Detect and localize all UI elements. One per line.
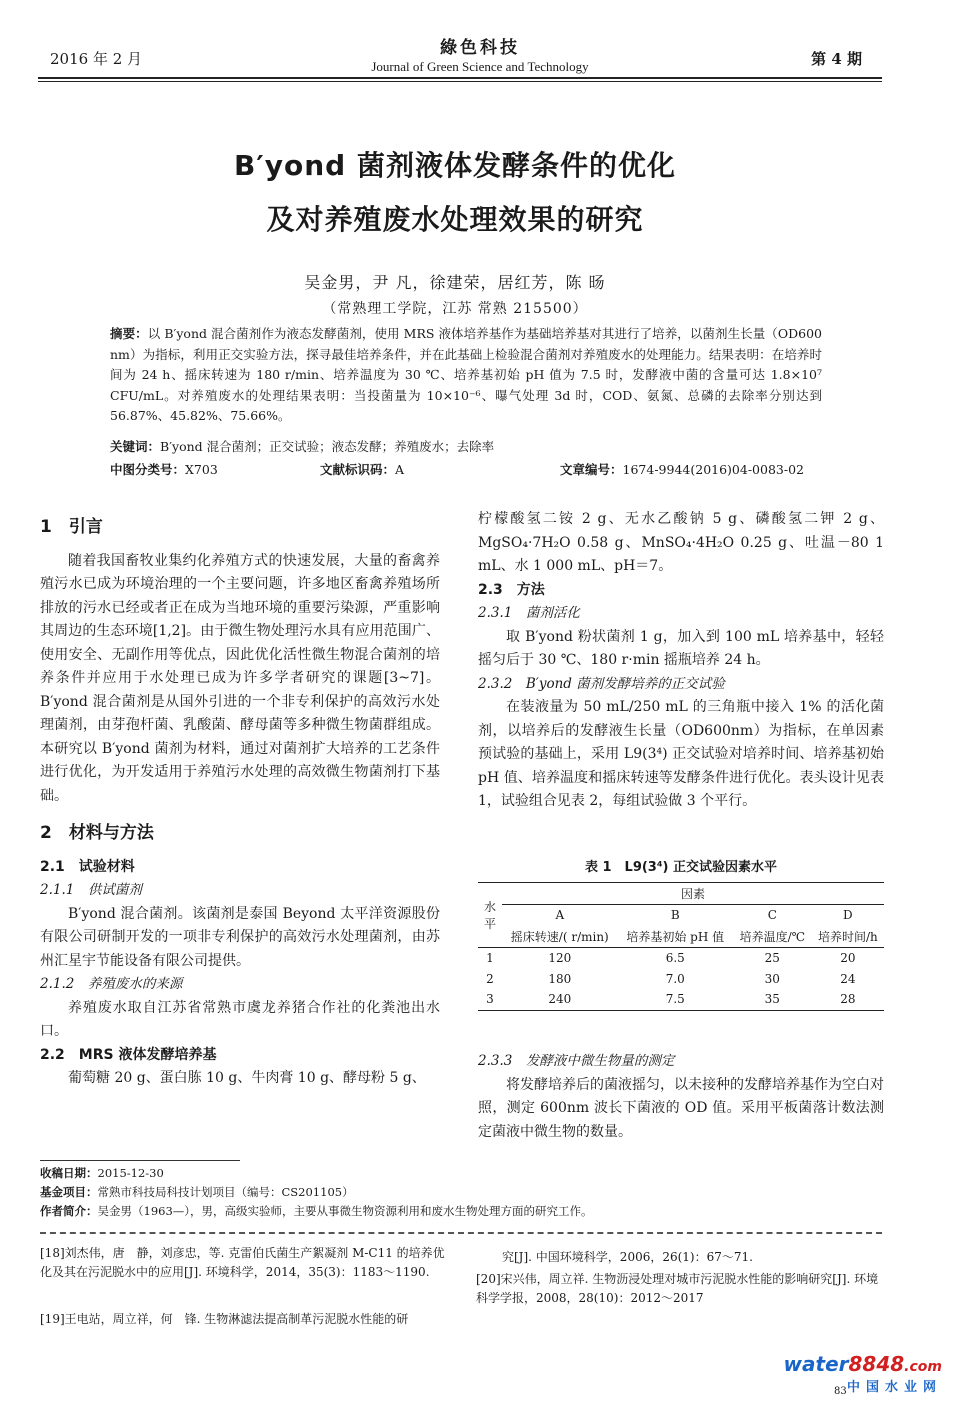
table-row: [478, 947, 884, 968]
table-row: [478, 968, 884, 989]
table-cell: 30: [764, 971, 780, 986]
footnote-label: 收稿日期：: [40, 1166, 98, 1180]
clc-number: [110, 460, 218, 478]
doc-code: [320, 460, 404, 478]
footnote-text: 吴金男（1963—），男，高级实验师，主要从事微生物资源利用和废水生物处理方面的研究工作。: [97, 1204, 593, 1218]
journal-name: [300, 38, 660, 76]
article-number: [560, 460, 804, 478]
factor-level-table: [478, 882, 884, 1011]
clc-label: 中图分类号：: [110, 462, 186, 477]
subsubsection-heading: 2.3.2 B′yond 菌剂发酵培养的正交试验: [478, 675, 725, 692]
table-header-factor: 因素: [502, 883, 884, 905]
subsubsection-heading: 2.1.2 养殖废水的来源: [40, 976, 183, 992]
subsection-heading: 2.3 方法: [478, 581, 545, 598]
footnote-text: 2015-12-30: [97, 1166, 164, 1180]
header-date: 2016 年 2 月: [50, 50, 143, 68]
table-subheader: 培养基初始 pH 值: [626, 929, 725, 944]
header-rule-thin: [38, 81, 882, 82]
table-cell: 240: [548, 992, 572, 1007]
section-heading-methods: 2 材料与方法: [40, 823, 154, 843]
table-subheader: 培养时间/h: [817, 929, 878, 944]
abstract: [110, 324, 822, 427]
footnote-received: [40, 1164, 880, 1182]
watermark-main: water: [783, 1352, 849, 1376]
keywords: [110, 437, 822, 457]
paragraph: 葡萄糖 20 g、蛋白胨 10 g、牛肉膏 10 g、酵母粉 5 g、: [68, 1070, 426, 1086]
paragraph: 将发酵培养后的菌液摇匀，以未接种的发酵培养基作为空白对照，测定 600nm 波长下菌液的 OD 值。采用平板菌落计数法测定菌液中微生物的数量。: [478, 1076, 884, 1140]
subsection-heading: 2.2 MRS 液体发酵培养基: [40, 1046, 217, 1063]
header-issue: 第 4 期: [811, 50, 862, 68]
watermark-num: 8848: [848, 1352, 905, 1376]
subsubsection-heading: 2.1.1 供试菌剂: [40, 882, 142, 898]
table-cell: 28: [840, 992, 856, 1007]
right-column-lower: [478, 1050, 884, 1144]
subsection-heading: 2.1 试验材料: [40, 858, 135, 875]
paragraph: 养殖废水取自江苏省常熟市虞龙养猪合作社的化粪池出水口。: [40, 999, 440, 1039]
table-col-header: A: [555, 908, 565, 923]
subsubsection-heading: 2.3.1 菌剂活化: [478, 605, 580, 621]
footnote-author: [40, 1202, 880, 1220]
footnote-rule: [40, 1160, 240, 1161]
right-column: [478, 508, 884, 814]
affiliation: （常熟理工学院，江苏 常熟 215500）: [322, 301, 588, 317]
dashed-separator: [40, 1232, 882, 1234]
paragraph: 柠檬酸氢二铵 2 g、无水乙酸钠 5 g、磷酸氢二钾 2 g、MgSO₄·7H₂O 0.58 g、MnSO₄·4H₂O 0.25 g、吐温－80 1 mL、水 1 000 mL、pH＝7。: [478, 511, 884, 574]
header-rule: [38, 77, 882, 79]
doc-value: A: [395, 462, 405, 477]
table-cell: 24: [840, 971, 856, 986]
table-cell: 3: [486, 992, 494, 1007]
table-subheader: 摇床转速/( r/min): [510, 929, 609, 944]
table-cell: 20: [840, 950, 856, 965]
reference-20: [20]宋兴伟，周立祥. 生物沥浸处理对城市污泥脱水性能的影响研究[J]. 环境科学学报，2008，28(10)：2012～2017: [476, 1272, 879, 1305]
left-column: [40, 516, 440, 1091]
subsubsection-heading: 2.3.3 发酵液中微生物量的测定: [478, 1053, 675, 1069]
journal-name-cn: 綠色科技: [440, 38, 520, 58]
table-caption: 表 1 L9(3⁴) 正交试验因素水平: [584, 860, 778, 875]
intro-paragraph: 随着我国畜牧业集约化养殖方式的快速发展，大量的畜禽养殖污水已成为环境治理的一个主要问题，许多地区畜禽养殖场所排放的污水已经或者正在成为当地环境的重要污染源，严重影响其周边的生态环境[1,2]。由于微生物处理污水具有应用范围广、使用安全、无副作用等优点，因此优化活性微生物混合菌剂的培养条件并应用于水处理已成为许多学者研究的课题[3~7]。B′yond 混合菌剂是从国外引进的一个非专利保护的高效污水处理菌剂，由芽孢杆菌、乳酸菌、酵母菌等多种微生物菌群组成。本研究以 B′yond 菌剂为材料，通过对菌剂扩大培养的工艺条件进行优化，为开发适用于养殖污水处理的高效微生物菌剂打下基础。: [40, 552, 440, 804]
watermark-tld: .com: [904, 1359, 942, 1375]
table-cell: 1: [486, 950, 494, 965]
table-col-header: C: [767, 908, 777, 923]
section-heading-intro: 1 引言: [40, 517, 103, 537]
table-col-header: B: [670, 908, 680, 923]
table-header-level: 水平: [478, 883, 502, 948]
table-cell: 6.5: [665, 950, 685, 965]
table-row: [478, 989, 884, 1010]
table-cell: 120: [548, 950, 572, 965]
reference-18: [18]刘杰伟，唐 静，刘彦忠，等. 克雷伯氏菌生产絮凝剂 M-C11 的培养优化及其在污泥脱水中的应用[J]. 环境科学，2014，35(3)：1183～1190.: [40, 1246, 445, 1279]
paragraph: 在装液量为 50 mL/250 mL 的三角瓶中接入 1% 的活化菌剂，以培养后的发酵液生长量（OD600nm）为指标，在单因素预试验的基础上，采用 L9(3⁴) 正交试验对培养时间、培养基初始 pH 值、培养温度和摇床转速等发酵条件进行优化。表头设计见表 1，试验组合见表 2，每组试验做 3 个平行。: [478, 699, 884, 809]
table-cell: 7.0: [665, 971, 685, 986]
authors: 吴金男，尹 凡，徐建荣，居红芳，陈 旸: [304, 273, 606, 292]
reference-19-continued: 究[J]. 中国环境科学，2006，26(1)：67～71.: [502, 1250, 753, 1264]
table-cell: 2: [486, 971, 494, 986]
paragraph: 取 B′yond 粉状菌剂 1 g，加入到 100 mL 培养基中，轻轻摇匀后于 30 ℃、180 r·min 摇瓶培养 24 h。: [478, 628, 884, 668]
abstract-text: 以 B′yond 混合菌剂作为液态发酵菌剂，使用 MRS 液体培养基作为基础培养基对其进行了培养，以菌剂生长量（OD600 nm）为指标，利用正交实验方法，探寻最佳培养条件，并在此基础上检验混合菌剂对养殖废水的处理能力。结果表明：在培养时间为 24 h、摇床转速为 180 r/min、培养温度为 30 ℃、培养基初始 pH 值为 7.5 时，发酵液中菌的含量可达 1.8×10⁷ CFU/mL。对养殖废水的处理结果表明：当投菌量为 10×10⁻⁶、曝气处理 3d 时，COD、氨氮、总磷的去除率分别达到 56.87%、45.82%、75.66%。: [110, 326, 822, 423]
footnote-label: 作者简介：: [40, 1204, 98, 1218]
watermark-logo: [784, 1352, 942, 1395]
table-cell: 7.5: [665, 992, 685, 1007]
table-cell: 180: [548, 971, 572, 986]
table-cell: 35: [764, 992, 780, 1007]
paragraph: B′yond 混合菌剂。该菌剂是泰国 Beyond 太平洋资源股份有限公司研制开发的一项非专利保护的高效污水处理菌剂，由苏州汇星宇节能设备有限公司提供。: [40, 905, 440, 969]
footnote-fund: [40, 1183, 880, 1201]
table-subheader: 培养温度/℃: [739, 929, 806, 944]
doc-label: 文献标识码：: [320, 462, 396, 477]
keywords-label: 关键词：: [110, 439, 161, 454]
article-label: 文章编号：: [560, 462, 623, 477]
table-col-header: D: [843, 908, 853, 923]
paper-title-line2: 及对养殖废水处理效果的研究: [266, 203, 644, 236]
page-number: 83: [834, 1386, 847, 1397]
abstract-label: 摘要：: [110, 326, 148, 341]
reference-19: [19]王电站，周立祥，何 锋. 生物淋滤法提高制革污泥脱水性能的研: [40, 1312, 409, 1326]
journal-name-en: Journal of Green Science and Technology: [371, 59, 589, 74]
keywords-text: B′yond 混合菌剂；正交试验；液态发酵；养殖废水；去除率: [160, 439, 495, 454]
watermark-sub: 中国水业网: [846, 1380, 942, 1395]
article-value: 1674-9944(2016)04-0083-02: [622, 462, 804, 477]
paper-title-line1: B′yond 菌剂液体发酵条件的优化: [234, 149, 676, 182]
clc-value: X703: [185, 462, 218, 477]
table-cell: 25: [764, 950, 780, 965]
footnote-label: 基金项目：: [40, 1185, 98, 1199]
footnote-text: 常熟市科技局科技计划项目（编号：CS201105）: [97, 1185, 354, 1199]
